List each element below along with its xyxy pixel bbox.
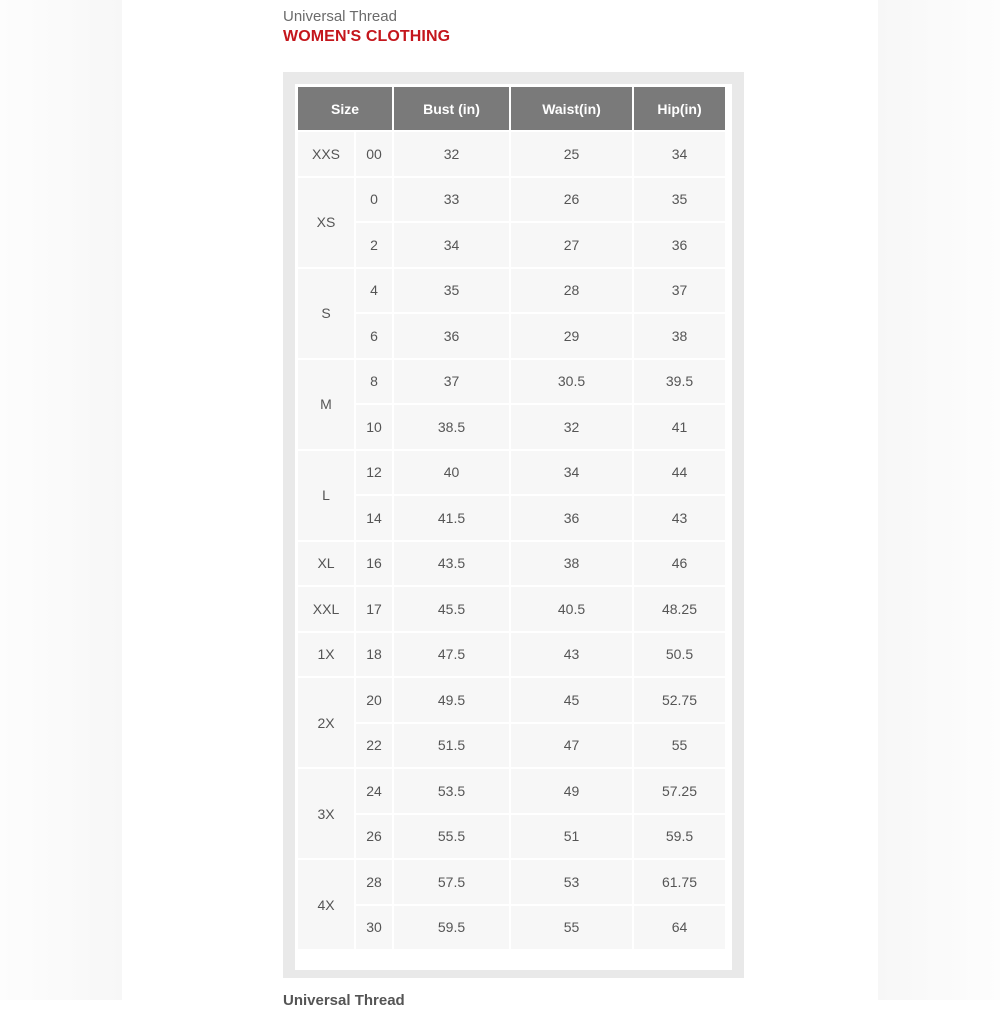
size-number-cell: 4 [356,269,392,313]
bust-cell: 55.5 [394,815,509,859]
hip-cell: 44 [634,451,725,495]
size-chart-table [296,85,727,951]
size-label-cell: L [298,451,354,540]
bust-cell: 32 [394,132,509,176]
hip-cell: 61.75 [634,860,725,904]
waist-cell: 51 [511,815,632,859]
hip-cell: 38 [634,314,725,358]
hip-cell: 50.5 [634,633,725,677]
waist-cell: 36 [511,496,632,540]
size-number-cell: 16 [356,542,392,586]
waist-cell: 38 [511,542,632,586]
size-number-cell: 18 [356,633,392,677]
table-body [298,132,725,949]
hip-cell: 41 [634,405,725,449]
header-bust: Bust (in) [394,87,509,130]
size-label-cell: M [298,360,354,449]
size-number-cell: 30 [356,906,392,950]
hip-cell: 43 [634,496,725,540]
bust-cell: 38.5 [394,405,509,449]
table-header-row [298,87,725,130]
table-row [298,906,725,950]
waist-cell: 45 [511,678,632,722]
size-number-cell: 28 [356,860,392,904]
size-number-cell: 8 [356,360,392,404]
bust-cell: 34 [394,223,509,267]
hip-cell: 48.25 [634,587,725,631]
hip-cell: 39.5 [634,360,725,404]
waist-cell: 25 [511,132,632,176]
size-number-cell: 26 [356,815,392,859]
bust-cell: 41.5 [394,496,509,540]
size-number-cell: 6 [356,314,392,358]
size-chart-panel [283,72,744,978]
size-label-cell: 3X [298,769,354,858]
waist-cell: 26 [511,178,632,222]
size-number-cell: 24 [356,769,392,813]
hip-cell: 64 [634,906,725,950]
hip-cell: 34 [634,132,725,176]
table-row [298,314,725,358]
table-row [298,815,725,859]
size-number-cell: 00 [356,132,392,176]
size-number-cell: 17 [356,587,392,631]
hip-cell: 36 [634,223,725,267]
bust-cell: 43.5 [394,542,509,586]
waist-cell: 49 [511,769,632,813]
table-row [298,678,725,722]
bust-cell: 37 [394,360,509,404]
size-number-cell: 20 [356,678,392,722]
table-row [298,496,725,540]
size-number-cell: 22 [356,724,392,768]
table-row [298,132,725,176]
waist-cell: 27 [511,223,632,267]
table-row [298,405,725,449]
waist-cell: 30.5 [511,360,632,404]
bust-cell: 36 [394,314,509,358]
table-row [298,542,725,586]
waist-cell: 55 [511,906,632,950]
waist-cell: 43 [511,633,632,677]
table-row [298,269,725,313]
table-row [298,178,725,222]
table-row [298,724,725,768]
hip-cell: 37 [634,269,725,313]
hip-cell: 59.5 [634,815,725,859]
header-waist: Waist(in) [511,87,632,130]
bust-cell: 47.5 [394,633,509,677]
header-hip: Hip(in) [634,87,725,130]
hip-cell: 57.25 [634,769,725,813]
waist-cell: 32 [511,405,632,449]
table-row [298,769,725,813]
hip-cell: 35 [634,178,725,222]
next-section-heading: Universal Thread [283,992,405,1009]
size-chart-inner [295,84,732,970]
bust-cell: 40 [394,451,509,495]
right-margin [878,0,1000,1000]
table-row [298,633,725,677]
size-number-cell: 14 [356,496,392,540]
left-margin [0,0,122,1000]
bust-cell: 35 [394,269,509,313]
size-number-cell: 12 [356,451,392,495]
table-row [298,860,725,904]
waist-cell: 53 [511,860,632,904]
hip-cell: 52.75 [634,678,725,722]
bust-cell: 57.5 [394,860,509,904]
bust-cell: 59.5 [394,906,509,950]
waist-cell: 29 [511,314,632,358]
size-label-cell: XXS [298,132,354,176]
size-label-cell: XXL [298,587,354,631]
size-label-cell: XS [298,178,354,267]
section-title: WOMEN'S CLOTHING [283,28,451,45]
bust-cell: 33 [394,178,509,222]
waist-cell: 40.5 [511,587,632,631]
size-label-cell: S [298,269,354,358]
waist-cell: 34 [511,451,632,495]
size-number-cell: 0 [356,178,392,222]
table-row [298,587,725,631]
brand-name: Universal Thread [283,8,397,25]
waist-cell: 47 [511,724,632,768]
size-number-cell: 10 [356,405,392,449]
size-label-cell: 1X [298,633,354,677]
table-row [298,360,725,404]
size-label-cell: 4X [298,860,354,949]
bust-cell: 49.5 [394,678,509,722]
hip-cell: 55 [634,724,725,768]
size-label-cell: XL [298,542,354,586]
size-label-cell: 2X [298,678,354,767]
bust-cell: 45.5 [394,587,509,631]
size-number-cell: 2 [356,223,392,267]
table-row [298,223,725,267]
bust-cell: 51.5 [394,724,509,768]
table-row [298,451,725,495]
header-size: Size [298,87,392,130]
bust-cell: 53.5 [394,769,509,813]
waist-cell: 28 [511,269,632,313]
hip-cell: 46 [634,542,725,586]
